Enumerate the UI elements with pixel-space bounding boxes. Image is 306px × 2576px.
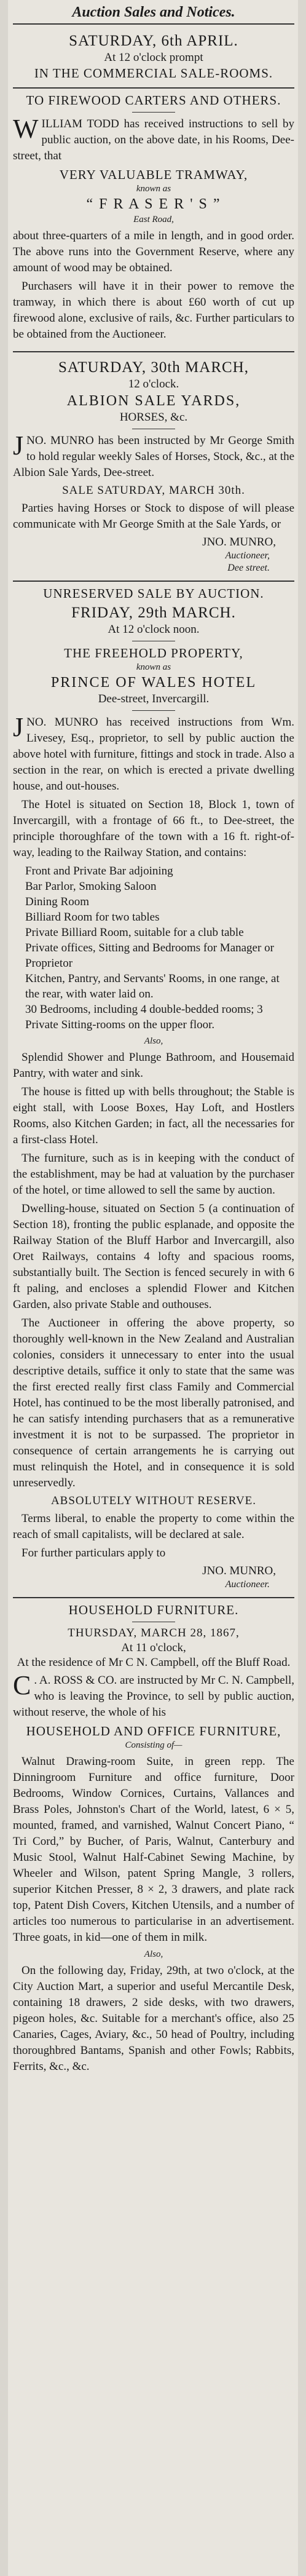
advert-commercial-sale <box>13 26 294 89</box>
advert-headline: HOUSEHOLD FURNITURE. <box>68 1603 239 1617</box>
tramway-name: “ F R A S E R ' S ” <box>86 196 221 212</box>
advert-paragraph: On the following day, Friday, 29th, at two o'clock, at the City Auction Mart, a superior and useful Mercantile Desk, containing 18 drawers, 2 side desks, with two drawers, pigeon holes, &c. Suitable for a merchant's office, also 25 Canaries, Cages, Aviary, &c., 50 head of Poultry, including thoroughbred Bantams, Spanish and other Fowls; Rabbits, Ferrits, &c., &c. <box>13 1964 294 2073</box>
list-item: 30 Bedrooms, including 4 double-bedded rooms; 3 Private Sitting-rooms on the upper floor. <box>25 1003 263 1031</box>
location-label: Dee-street, Invercargill. <box>98 692 210 705</box>
reserve-notice: ABSOLUTELY WITHOUT RESERVE. <box>50 1494 257 1507</box>
advert-intro: WILLIAM TODD has received instructions to sell by public auction, on the above date, in his Rooms, Dee-street, that <box>13 114 294 162</box>
advert-paragraph: Terms liberal, to enable the property to come within the reach of small capitalists, will be declared at sale. <box>13 1512 294 1541</box>
advert-paragraph: Parties having Horses or Stock to dispose of will please communicate with Mr George Smith at the Sale Yards, or <box>13 502 294 531</box>
advert-intro: C . A. ROSS & CO. are instructed by Mr C. N. Campbell, who is leaving the Province, to sell by public auction, without reserve, the whole of his <box>13 1670 294 1719</box>
advert-paragraph: The furniture, such as is in keeping with the conduct of the establishment, may be had at valuation by the purchaser of the hotel, or time allowed to sell the same by auction. <box>13 1152 294 1197</box>
advert-paragraph: Purchasers will have it in their power to remove the tramway, in which there is about £60 worth of cut up firewood alone, exclusive of rails, &c. Further particulars to be obtained from the Auctioneer. <box>13 280 294 341</box>
advert-intro: JNO. MUNRO has received instructions from Wm. Livesey, Esq., proprietor, to sell by public auction the above hotel with furniture, fittings and stock in trade. Also a section in the rear, on which is erected a private dwelling house, and out-houses. <box>13 712 295 793</box>
advert-paragraph: Splendid Shower and Plunge Bathroom, and Housemaid Pantry, with water and sink. <box>13 1051 294 1080</box>
advert-time: At 11 o'clock, <box>121 1641 186 1654</box>
advert-paragraph: The Hotel is situated on Section 18, Block 1, town of Invercargill, with a frontage of 66 ft., to Dee-street, the principle thoroughfare of the town with a 16 ft. right-of-way, leading to the Railway Station, and contains: <box>13 798 294 859</box>
list-item: Billiard Room for two tables <box>25 911 160 924</box>
advert-date: SATURDAY, 6th APRIL. <box>69 33 238 49</box>
consisting-label: Consisting of— <box>125 1740 182 1750</box>
list-item: Front and Private Bar adjoining <box>25 865 173 878</box>
sale-day: SALE SATURDAY, MARCH 30th. <box>62 484 245 497</box>
advert-firewood-tramway <box>13 89 294 352</box>
advert-headline: ALBION SALE YARDS, <box>66 393 241 409</box>
list-item: Bar Parlor, Smoking Saloon <box>25 880 157 893</box>
list-item: Private offices, Sitting and Bedrooms for Manager or Proprietor <box>25 941 274 970</box>
advert-subject: VERY VALUABLE TRAMWAY, <box>59 167 248 182</box>
rooms-list <box>25 863 294 1032</box>
advert-prince-of-wales-hotel <box>13 582 294 1598</box>
advert-headline: TO FIREWOOD CARTERS AND OTHERS. <box>26 93 281 108</box>
advert-date: FRIDAY, 29th MARCH. <box>71 604 236 621</box>
dropcap: W <box>13 114 39 144</box>
signature-name: JNO. MUNRO, <box>202 1564 276 1577</box>
dropcap: C <box>13 1670 31 1700</box>
advert-place: At the residence of Mr C N. Campbell, off the Bluff Road. <box>17 1656 291 1669</box>
advert-paragraph: about three-quarters of a mile in length, and in good order. The above runs into the Government Reserve, where any amount of wood may be obtained. <box>13 229 294 274</box>
divider <box>132 710 175 711</box>
signature-title: Auctioneer, <box>225 550 270 561</box>
advert-date: THURSDAY, MARCH 28, 1867, <box>68 1627 240 1639</box>
advert-place: IN THE COMMERCIAL SALE-ROOMS. <box>34 66 273 81</box>
advert-subject: HOUSEHOLD AND OFFICE FURNITURE, <box>26 1724 281 1738</box>
hotel-name: PRINCE OF WALES HOTEL <box>50 675 257 691</box>
advert-paragraph: Walnut Drawing-room Suite, in green repp. The Dinningroom Furniture and office furniture, Door Bedrooms, Window Cornices, Curtains, Vallances and Brass Poles, Johnston's Chart of the World, latest, 6 × 5, mounted, framed, and varnished, Walnut Concert Piano, “ Tri Cord,” by Bucher, of Paris, Walnut, Canterbury and Music Stool, Walnut Half-Cabinet Sewing Machine, by Wheeler and Wilson, patent Spring Mangle, 3 rollers, superior Kitchen Presser, 8 × 2, 3 drawers, and plate rack top, Patent Dish Covers, Kitchen Utensils, and a number of articles too numerous to particularise in an advertisement. Three goats, in kid—one of them in milk. <box>13 1755 294 1944</box>
signature-title: Auctioneer. <box>225 1579 270 1590</box>
advert-paragraph: Dwelling-house, situated on Section 5 (a continuation of Section 18), fronting the public esplanade, and opposite the Railway Station of the Bluff Harbor and Invercargill, also Oret Railways, contains 4 lofty and spacious rooms, substantially built. The Section is fenced securely in with 6 ft paling, and encloses a splendid Flower and Kitchen Garden, also private Stable and outhouses. <box>13 1202 294 1311</box>
newspaper-page <box>8 0 298 2576</box>
list-item: Dining Room <box>25 895 89 908</box>
advert-time: At 12 o'clock noon. <box>108 623 200 636</box>
advert-albion-sale-yards <box>13 352 294 582</box>
advert-date: SATURDAY, 30th MARCH, <box>58 359 249 376</box>
signature-name: JNO. MUNRO, <box>202 536 276 549</box>
advert-time: At 12 o'clock prompt <box>104 51 203 64</box>
section-masthead: Auction Sales and Notices. <box>13 4 294 25</box>
advert-paragraph: The Auctioneer in offering the above property, so thoroughly well-known in the New Zealand and Australian colonies, considers it unnecessary to enter into the usual descriptive details, suffice it only to state that the same was the first erected really first class Family and Commercial Hotel, has continued to be the most liberally patronised, and he can satisfy intending purchasers that as a remunerative investment it is not to be surpassed. The proprietor in consequence of certain arrangements he is carrying out must relinquish the Hotel, and in consequence it is sold unreservedly. <box>13 1317 294 1489</box>
advert-intro: JNO. MUNRO has been instructed by Mr George Smith to hold regular weekly Sales of Horses, Stock, &c., at the Albion Sale Yards, Dee-street. <box>13 430 294 479</box>
divider <box>132 112 175 113</box>
advert-time: 12 o'clock. <box>128 378 179 390</box>
list-item: Kitchen, Pantry, and Servants' Rooms, in one range, at the rear, with water laid on. <box>25 972 280 1001</box>
also-label: Also, <box>144 1949 163 1959</box>
advert-paragraph: The house is fitted up with bells throughout; the Stable is eight stall, with Loose Boxes, Hay Loft, and Hostlers Rooms, also Kitchen Garden; in fact, all the necessaries for a first-class Hotel. <box>13 1085 294 1146</box>
known-as-label: known as <box>136 184 171 194</box>
location-label: East Road, <box>133 215 174 224</box>
advert-sub: HORSES, &c. <box>119 411 188 424</box>
advert-paragraph: For further particulars apply to <box>22 1547 166 1559</box>
signature-place: Dee street. <box>227 563 270 573</box>
dropcap: J <box>13 430 24 461</box>
also-label: Also, <box>144 1036 163 1046</box>
list-item: Private Billiard Room, suitable for a club table <box>25 926 244 939</box>
advert-subject: THE FREEHOLD PROPERTY, <box>64 646 243 660</box>
advert-headline: UNRESERVED SALE BY AUCTION. <box>43 586 264 601</box>
known-as-label: known as <box>136 662 171 672</box>
advert-household-furniture <box>13 1598 294 2083</box>
dropcap: J <box>13 712 24 742</box>
